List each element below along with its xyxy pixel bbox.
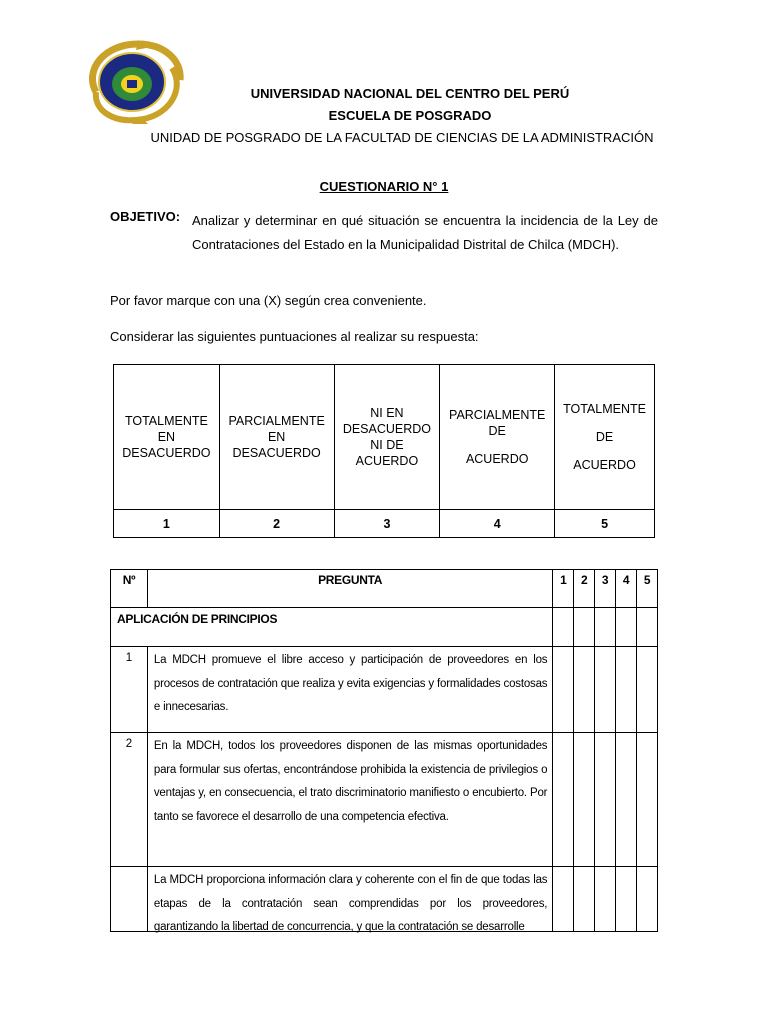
header-score-3: 3 <box>595 570 616 608</box>
scale-value-4: 4 <box>440 510 555 538</box>
header-score-5: 5 <box>637 570 658 608</box>
scale-value-5: 5 <box>555 510 655 538</box>
scale-table <box>113 364 655 538</box>
answer-cell[interactable] <box>553 647 574 733</box>
answer-cell[interactable] <box>637 867 658 932</box>
answer-cell[interactable] <box>595 733 616 867</box>
answer-cell[interactable] <box>595 647 616 733</box>
answer-cell[interactable] <box>616 733 637 867</box>
scale-value-1: 1 <box>114 510 220 538</box>
scale-label-4: PARCIALMENTE DE ACUERDO <box>440 365 555 510</box>
question-text: En la MDCH, todos los proveedores disponen de las mismas oportunidades para formular sus ofertas, encontrándose prohibida la existencia de privilegios o ventajas y, en consecuencia, el trato discriminatorio manifiesto o encubierto. Por tanto se favorece el desarrollo de una competencia efectiva. <box>147 733 552 867</box>
answer-cell[interactable] <box>574 867 595 932</box>
header-score-2: 2 <box>574 570 595 608</box>
answer-cell[interactable] <box>616 867 637 932</box>
header-score-4: 4 <box>616 570 637 608</box>
question-text <box>147 867 552 932</box>
question-number: 1 <box>111 647 148 733</box>
objective-text: Analizar y determinar en qué situación se encuentra la incidencia de la Ley de Contrataciones del Estado en la Municipalidad Distrital de Chilca (MDCH). <box>192 213 658 252</box>
answer-cell[interactable] <box>637 608 658 647</box>
answer-cell[interactable] <box>595 867 616 932</box>
answer-cell[interactable] <box>616 647 637 733</box>
table-row <box>111 647 658 733</box>
question-text: La MDCH promueve el libre acceso y participación de proveedores en los procesos de contratación que realiza y evita exigencias y formalidades costosas e innecesarias. <box>147 647 552 733</box>
scale-value-3: 3 <box>334 510 440 538</box>
objective-label: OBJETIVO: <box>110 209 181 224</box>
scale-label-3: NI EN DESACUERDO NI DE ACUERDO <box>334 365 440 510</box>
instruction-scale: Considerar las siguientes puntuaciones al realizar su respuesta: <box>110 329 479 344</box>
answer-cell[interactable] <box>553 733 574 867</box>
table-row <box>111 733 658 867</box>
answer-cell[interactable] <box>637 647 658 733</box>
answer-cell[interactable] <box>616 608 637 647</box>
question-table <box>110 569 658 932</box>
scale-values-row <box>114 510 655 538</box>
scale-labels-row <box>114 365 655 510</box>
scale-value-2: 2 <box>219 510 334 538</box>
logo-center-mark <box>127 80 137 88</box>
unit-name: UNIDAD DE POSGRADO DE LA FACULTAD DE CIENCIAS DE LA ADMINISTRACIÓN <box>150 130 654 145</box>
header-score-1: 1 <box>553 570 574 608</box>
question-number: 2 <box>111 733 148 867</box>
university-name: UNIVERSIDAD NACIONAL DEL CENTRO DEL PERÚ <box>250 86 570 101</box>
question-text-clipped: La MDCH proporciona información clara y coherente con el fin de que todas las etapas de la contratación sean comprendidas por los proveedores, garantizando la libertad de concurrencia, y que la contratación se desarrolle <box>153 874 548 933</box>
answer-cell[interactable] <box>553 867 574 932</box>
question-table-header <box>111 570 658 608</box>
questionnaire-title-text: CUESTIONARIO N° 1 <box>319 179 449 194</box>
school-name: ESCUELA DE POSGRADO <box>328 108 492 123</box>
answer-cell[interactable] <box>595 608 616 647</box>
answer-cell[interactable] <box>574 733 595 867</box>
answer-cell[interactable] <box>553 608 574 647</box>
answer-cell[interactable] <box>574 647 595 733</box>
scale-label-5: TOTALMENTE DE ACUERDO <box>555 365 655 510</box>
scale-label-1: TOTALMENTE EN DESACUERDO <box>114 365 220 510</box>
scale-label-2: PARCIALMENTE EN DESACUERDO <box>219 365 334 510</box>
header-num: Nº <box>111 570 148 608</box>
answer-cell[interactable] <box>637 733 658 867</box>
answer-cell[interactable] <box>574 608 595 647</box>
section-row <box>111 608 658 647</box>
instruction-mark: Por favor marque con una (X) según crea conveniente. <box>110 293 427 308</box>
section-title: APLICACIÓN DE PRINCIPIOS <box>111 608 553 647</box>
header-question: PREGUNTA <box>147 570 552 608</box>
table-row <box>111 867 658 932</box>
question-number <box>111 867 148 932</box>
questionnaire-title <box>110 179 658 194</box>
